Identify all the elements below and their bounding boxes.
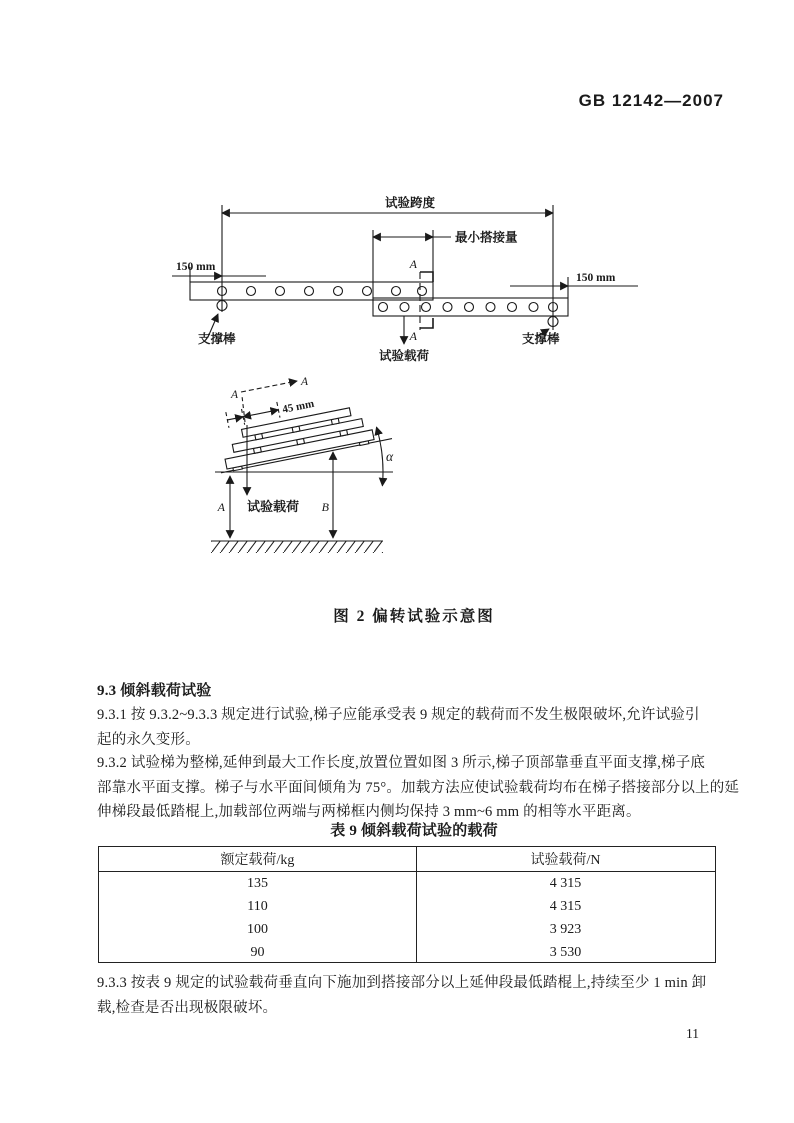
paragraph-9-3-2-line1: 9.3.2 试验梯为整梯,延伸到最大工作长度,放置位置如图 3 所示,梯子顶部靠垂直平面支撑,梯子底: [97, 755, 706, 771]
table-row: [99, 918, 715, 941]
45mm-dim-label: 45 mm: [281, 397, 316, 416]
table-row: [99, 872, 715, 895]
rated-load-value: 90: [250, 944, 265, 960]
right-end-distance-dimension: [510, 277, 638, 298]
test-load-value: 4 315: [549, 898, 582, 914]
test-load-value: 3 923: [549, 921, 582, 937]
section-letter-left: A: [231, 389, 239, 401]
table-row: [99, 941, 715, 964]
upper-rail-holes: [218, 287, 427, 296]
paragraph-9-3-2-line3: 伸梯段最低踏棍上,加载部位两端与两梯框内侧均保持 3 mm~6 mm 的相等水平距离。: [97, 804, 641, 820]
test-load-value: 4 315: [549, 875, 582, 891]
figure-caption: 图 2 偏转试验示意图: [333, 608, 495, 625]
lower-rail-holes: [379, 303, 558, 312]
load-label: 试验载荷: [246, 499, 300, 514]
table9-header-rated-load: 额定载荷/kg: [220, 853, 295, 868]
table9-title: 表 9 倾斜载荷试验的载荷: [330, 823, 498, 839]
paragraph-9-3-3-line1: 9.3.3 按表 9 规定的试验载荷垂直向下施加到搭接部分以上延伸段最低踏棍上,持续至少 1 min 卸: [97, 975, 707, 991]
table-row: [99, 895, 715, 918]
table9-header-test-load: 试验载荷/N: [530, 853, 601, 868]
table9-column-divider: [416, 847, 417, 962]
section-direction-line: [241, 381, 297, 392]
table9: [98, 846, 716, 963]
dim-a-label: A: [217, 500, 225, 514]
right-support-label: 支撑棒: [522, 332, 560, 346]
section-9-3-heading: 9.3 倾斜载荷试验: [97, 683, 212, 699]
ladder-cross-section: [216, 385, 375, 472]
overlap-label: 最小搭接量: [455, 230, 518, 245]
left-support-label: 支撑棒: [198, 332, 236, 346]
paragraph-9-3-1-line1: 9.3.1 按 9.3.2~9.3.3 规定进行试验,梯子应能承受表 9 规定的载荷而不发生极限破坏,允许试验引: [97, 707, 700, 723]
section-letter-top: A: [409, 257, 417, 271]
table9-header-row: [99, 847, 715, 872]
paragraph-9-3-1-line2: 起的永久变形。: [97, 732, 200, 748]
load-label: 试验载荷: [378, 349, 430, 363]
rated-load-value: 135: [247, 875, 268, 891]
figure2-span-test-drawing: [170, 190, 700, 380]
angle-arc: [377, 427, 384, 486]
span-label: 试验跨度: [384, 196, 436, 210]
test-load-value: 3 530: [549, 944, 582, 960]
rated-load-value: 100: [247, 921, 268, 937]
page-number: 11: [686, 1026, 699, 1041]
left-150mm-label: 150 mm: [176, 261, 216, 273]
paragraph-9-3-3-line2: 载,检查是否出现极限破坏。: [97, 1000, 278, 1016]
standard-number: GB 12142—2007: [578, 91, 724, 110]
angle-label: α: [386, 449, 394, 464]
ground-hatching: [211, 541, 383, 553]
section-letter-bottom: A: [409, 329, 417, 343]
figure2-section-view-drawing: [185, 372, 465, 582]
section-letter-right: A: [301, 376, 309, 388]
dim-b-label: B: [321, 500, 329, 514]
rated-load-value: 110: [247, 898, 268, 914]
paragraph-9-3-2-line2: 部靠水平面支撑。梯子与水平面间倾角为 75°。加载方法应使试验载荷均布在梯子搭接部分以上的延: [97, 780, 740, 796]
right-150mm-label: 150 mm: [576, 272, 616, 284]
